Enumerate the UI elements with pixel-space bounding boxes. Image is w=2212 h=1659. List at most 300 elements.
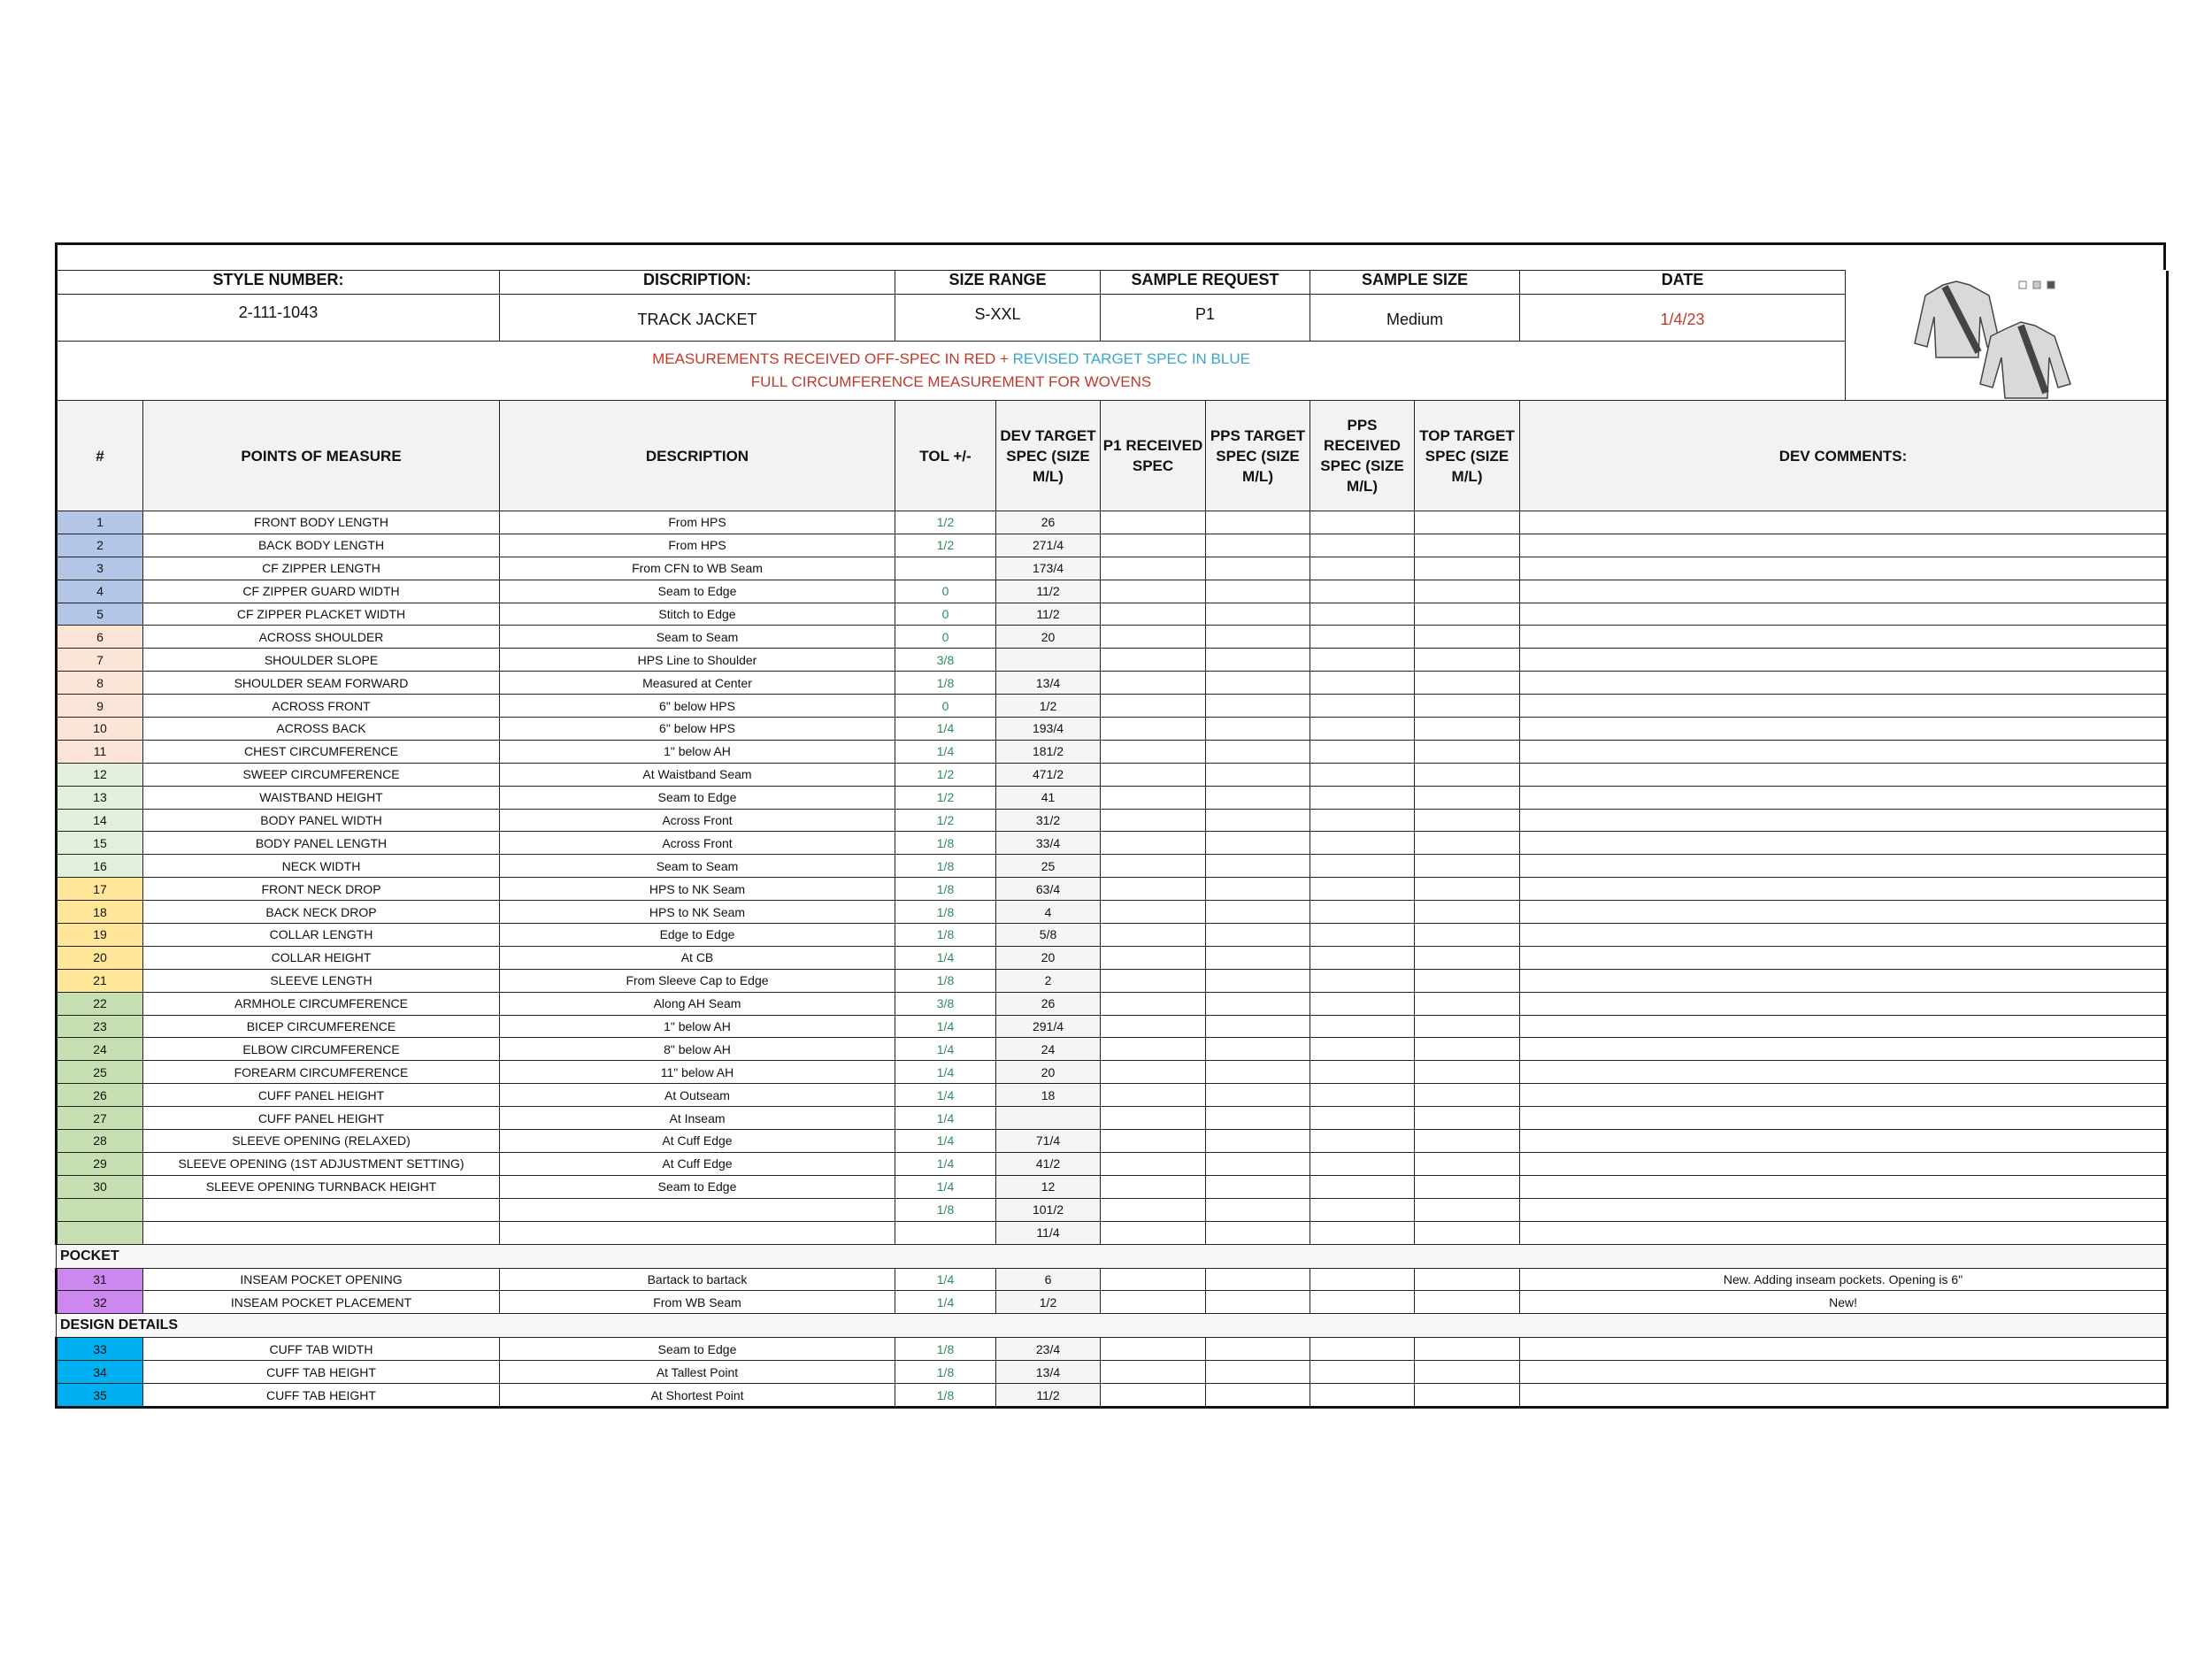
row-dev-target-spec: 11/2 — [996, 603, 1101, 626]
row-point-of-measure: SLEEVE LENGTH — [143, 969, 500, 992]
row-top-target-spec — [1415, 649, 1520, 672]
row-top-target-spec — [1415, 603, 1520, 626]
row-point-of-measure: WAISTBAND HEIGHT — [143, 786, 500, 809]
row-dev-comment — [1520, 1130, 2168, 1153]
row-top-target-spec — [1415, 1175, 1520, 1198]
row-p1-received-spec — [1101, 511, 1206, 534]
row-p1-received-spec — [1101, 832, 1206, 855]
sample-size-cell — [1310, 271, 1520, 342]
row-p1-received-spec — [1101, 557, 1206, 580]
row-tolerance: 1/4 — [895, 1130, 996, 1153]
row-number: 3 — [57, 557, 143, 580]
style-number-value: 2-111-1043 — [238, 303, 319, 321]
row-dev-target-spec: 18 — [996, 1084, 1101, 1107]
row-number: 32 — [57, 1291, 143, 1314]
row-top-target-spec — [1415, 534, 1520, 557]
row-pps-received-spec — [1310, 786, 1415, 809]
row-pps-target-spec — [1206, 718, 1310, 741]
row-dev-target-spec: 193/4 — [996, 718, 1101, 741]
row-pps-target-spec — [1206, 740, 1310, 763]
row-p1-received-spec — [1101, 1198, 1206, 1221]
row-pps-target-spec — [1206, 1221, 1310, 1244]
row-pps-received-spec — [1310, 534, 1415, 557]
row-top-target-spec — [1415, 992, 1520, 1015]
col-p1-received-spec: P1 RECEIVED SPEC — [1101, 401, 1206, 511]
row-tolerance: 0 — [895, 580, 996, 603]
row-pps-received-spec — [1310, 901, 1415, 924]
row-p1-received-spec — [1101, 969, 1206, 992]
row-dev-target-spec: 63/4 — [996, 878, 1101, 901]
table-row — [57, 786, 2168, 809]
row-dev-comment: New. Adding inseam pockets. Opening is 6" — [1520, 1268, 2168, 1291]
row-dev-target-spec: 20 — [996, 1061, 1101, 1084]
row-tolerance: 1/4 — [895, 740, 996, 763]
row-point-of-measure: CUFF PANEL HEIGHT — [143, 1107, 500, 1130]
row-dev-target-spec: 291/4 — [996, 1015, 1101, 1038]
row-pps-received-spec — [1310, 1268, 1415, 1291]
style-number-cell — [57, 271, 500, 342]
row-tolerance: 1/8 — [895, 1384, 996, 1408]
legend-blue-text: REVISED TARGET SPEC IN BLUE — [1012, 350, 1250, 367]
row-point-of-measure: CUFF TAB HEIGHT — [143, 1361, 500, 1384]
row-top-target-spec — [1415, 1130, 1520, 1153]
row-tolerance: 1/2 — [895, 511, 996, 534]
row-number: 22 — [57, 992, 143, 1015]
row-description: Bartack to bartack — [500, 1268, 895, 1291]
row-pps-target-spec — [1206, 1015, 1310, 1038]
row-pps-received-spec — [1310, 1291, 1415, 1314]
row-point-of-measure: FRONT NECK DROP — [143, 878, 500, 901]
row-number: 30 — [57, 1175, 143, 1198]
row-number: 5 — [57, 603, 143, 626]
row-number: 9 — [57, 695, 143, 718]
row-description: At Waistband Seam — [500, 763, 895, 786]
row-tolerance: 1/8 — [895, 672, 996, 695]
row-number: 7 — [57, 649, 143, 672]
row-dev-comment: New! — [1520, 1291, 2168, 1314]
row-pps-target-spec — [1206, 992, 1310, 1015]
row-description: HPS to NK Seam — [500, 878, 895, 901]
col-points-of-measure: POINTS OF MEASURE — [143, 401, 500, 511]
row-top-target-spec — [1415, 946, 1520, 969]
row-dev-target-spec: 13/4 — [996, 1361, 1101, 1384]
table-row — [57, 1107, 2168, 1130]
row-tolerance: 0 — [895, 603, 996, 626]
row-pps-received-spec — [1310, 580, 1415, 603]
row-top-target-spec — [1415, 832, 1520, 855]
row-description: 11" below AH — [500, 1061, 895, 1084]
row-tolerance: 1/2 — [895, 763, 996, 786]
row-tolerance: 0 — [895, 626, 996, 649]
table-row — [57, 969, 2168, 992]
row-pps-received-spec — [1310, 1384, 1415, 1408]
row-number: 2 — [57, 534, 143, 557]
row-dev-target-spec: 13/4 — [996, 672, 1101, 695]
row-dev-target-spec: 101/2 — [996, 1198, 1101, 1221]
row-p1-received-spec — [1101, 672, 1206, 695]
row-description: At Tallest Point — [500, 1361, 895, 1384]
row-pps-received-spec — [1310, 1015, 1415, 1038]
row-top-target-spec — [1415, 1361, 1520, 1384]
row-pps-target-spec — [1206, 1084, 1310, 1107]
row-description: Measured at Center — [500, 672, 895, 695]
col-num: # — [57, 401, 143, 511]
row-dev-target-spec: 11/2 — [996, 580, 1101, 603]
row-p1-received-spec — [1101, 740, 1206, 763]
row-p1-received-spec — [1101, 946, 1206, 969]
row-top-target-spec — [1415, 718, 1520, 741]
row-description: Along AH Seam — [500, 992, 895, 1015]
row-dev-target-spec: 11/4 — [996, 1221, 1101, 1244]
row-tolerance: 1/8 — [895, 969, 996, 992]
row-dev-comment — [1520, 534, 2168, 557]
row-top-target-spec — [1415, 511, 1520, 534]
row-p1-received-spec — [1101, 1384, 1206, 1408]
row-pps-target-spec — [1206, 580, 1310, 603]
table-row — [57, 992, 2168, 1015]
row-pps-target-spec — [1206, 1107, 1310, 1130]
row-tolerance: 1/8 — [895, 832, 996, 855]
row-number: 13 — [57, 786, 143, 809]
row-pps-received-spec — [1310, 1084, 1415, 1107]
row-description: At Cuff Edge — [500, 1130, 895, 1153]
row-dev-comment — [1520, 832, 2168, 855]
row-dev-comment — [1520, 809, 2168, 832]
row-point-of-measure: CUFF TAB HEIGHT — [143, 1384, 500, 1408]
row-top-target-spec — [1415, 695, 1520, 718]
row-dev-target-spec: 11/2 — [996, 1384, 1101, 1408]
row-tolerance: 1/4 — [895, 1107, 996, 1130]
row-tolerance: 1/2 — [895, 809, 996, 832]
row-point-of-measure: INSEAM POCKET PLACEMENT — [143, 1291, 500, 1314]
row-pps-received-spec — [1310, 511, 1415, 534]
row-top-target-spec — [1415, 626, 1520, 649]
row-dev-target-spec: 41/2 — [996, 1152, 1101, 1175]
row-point-of-measure: FRONT BODY LENGTH — [143, 511, 500, 534]
row-number: 24 — [57, 1038, 143, 1061]
row-point-of-measure: INSEAM POCKET OPENING — [143, 1268, 500, 1291]
col-dev-target-spec: DEV TARGET SPEC (SIZE M/L) — [996, 401, 1101, 511]
row-number: 1 — [57, 511, 143, 534]
row-pps-target-spec — [1206, 649, 1310, 672]
row-dev-comment — [1520, 992, 2168, 1015]
row-p1-received-spec — [1101, 626, 1206, 649]
row-description: At Inseam — [500, 1107, 895, 1130]
row-point-of-measure: NECK WIDTH — [143, 855, 500, 878]
row-dev-target-spec — [996, 1107, 1101, 1130]
table-row — [57, 1152, 2168, 1175]
table-row — [57, 1130, 2168, 1153]
row-p1-received-spec — [1101, 534, 1206, 557]
table-row — [57, 809, 2168, 832]
sample-request-value: P1 — [1195, 305, 1216, 323]
row-pps-target-spec — [1206, 1152, 1310, 1175]
row-description: From HPS — [500, 534, 895, 557]
row-point-of-measure: SWEEP CIRCUMFERENCE — [143, 763, 500, 786]
row-number: 17 — [57, 878, 143, 901]
row-point-of-measure — [143, 1221, 500, 1244]
sample-request-label: SAMPLE REQUEST — [1101, 271, 1310, 295]
row-dev-comment — [1520, 878, 2168, 901]
row-description: At CB — [500, 946, 895, 969]
row-top-target-spec — [1415, 969, 1520, 992]
legend-line2: FULL CIRCUMFERENCE MEASUREMENT FOR WOVENS — [750, 373, 1152, 390]
row-top-target-spec — [1415, 763, 1520, 786]
row-tolerance: 1/4 — [895, 1291, 996, 1314]
row-number — [57, 1198, 143, 1221]
row-dev-target-spec: 23/4 — [996, 1338, 1101, 1361]
row-pps-received-spec — [1310, 672, 1415, 695]
row-point-of-measure: ACROSS FRONT — [143, 695, 500, 718]
table-row — [57, 511, 2168, 534]
row-tolerance: 1/8 — [895, 1338, 996, 1361]
row-description: Stitch to Edge — [500, 603, 895, 626]
row-top-target-spec — [1415, 809, 1520, 832]
row-pps-received-spec — [1310, 969, 1415, 992]
row-pps-received-spec — [1310, 718, 1415, 741]
row-pps-target-spec — [1206, 969, 1310, 992]
row-dev-comment — [1520, 718, 2168, 741]
row-tolerance: 3/8 — [895, 992, 996, 1015]
row-point-of-measure: FOREARM CIRCUMFERENCE — [143, 1061, 500, 1084]
row-tolerance: 1/4 — [895, 1084, 996, 1107]
row-p1-received-spec — [1101, 924, 1206, 947]
row-dev-comment — [1520, 901, 2168, 924]
table-row — [57, 878, 2168, 901]
row-description: Seam to Edge — [500, 580, 895, 603]
row-number: 33 — [57, 1338, 143, 1361]
row-top-target-spec — [1415, 855, 1520, 878]
row-top-target-spec — [1415, 1198, 1520, 1221]
row-description: From HPS — [500, 511, 895, 534]
row-tolerance: 1/4 — [895, 1175, 996, 1198]
sample-size-label: SAMPLE SIZE — [1310, 271, 1519, 295]
row-point-of-measure: BODY PANEL WIDTH — [143, 809, 500, 832]
table-row — [57, 740, 2168, 763]
row-point-of-measure: SHOULDER SLOPE — [143, 649, 500, 672]
row-point-of-measure: CUFF PANEL HEIGHT — [143, 1084, 500, 1107]
row-pps-received-spec — [1310, 1361, 1415, 1384]
row-pps-received-spec — [1310, 649, 1415, 672]
row-dev-comment — [1520, 1221, 2168, 1244]
row-pps-target-spec — [1206, 672, 1310, 695]
row-dev-comment — [1520, 1084, 2168, 1107]
table-row — [57, 649, 2168, 672]
row-p1-received-spec — [1101, 1338, 1206, 1361]
row-tolerance: 1/2 — [895, 786, 996, 809]
row-description: 1" below AH — [500, 740, 895, 763]
col-dev-comments: DEV COMMENTS: — [1520, 401, 2168, 511]
row-dev-comment — [1520, 1015, 2168, 1038]
col-description: DESCRIPTION — [500, 401, 895, 511]
row-top-target-spec — [1415, 672, 1520, 695]
row-dev-comment — [1520, 1384, 2168, 1408]
table-row — [57, 603, 2168, 626]
row-pps-target-spec — [1206, 534, 1310, 557]
row-top-target-spec — [1415, 1338, 1520, 1361]
date-cell — [1520, 271, 1846, 342]
table-row — [57, 1198, 2168, 1221]
row-top-target-spec — [1415, 740, 1520, 763]
row-dev-comment — [1520, 740, 2168, 763]
row-dev-comment — [1520, 672, 2168, 695]
row-dev-comment — [1520, 786, 2168, 809]
row-description — [500, 1221, 895, 1244]
row-tolerance: 1/8 — [895, 1361, 996, 1384]
row-top-target-spec — [1415, 1221, 1520, 1244]
row-top-target-spec — [1415, 901, 1520, 924]
row-p1-received-spec — [1101, 1152, 1206, 1175]
row-top-target-spec — [1415, 1038, 1520, 1061]
sample-request-cell — [1101, 271, 1310, 342]
row-dev-target-spec: 26 — [996, 511, 1101, 534]
row-pps-received-spec — [1310, 626, 1415, 649]
row-dev-target-spec: 12 — [996, 1175, 1101, 1198]
row-tolerance: 1/4 — [895, 1038, 996, 1061]
row-p1-received-spec — [1101, 1038, 1206, 1061]
row-pps-target-spec — [1206, 1338, 1310, 1361]
row-point-of-measure — [143, 1198, 500, 1221]
row-number: 31 — [57, 1268, 143, 1291]
row-top-target-spec — [1415, 557, 1520, 580]
row-p1-received-spec — [1101, 1221, 1206, 1244]
row-number: 4 — [57, 580, 143, 603]
row-dev-target-spec: 33/4 — [996, 832, 1101, 855]
table-row — [57, 901, 2168, 924]
row-number: 19 — [57, 924, 143, 947]
row-number: 26 — [57, 1084, 143, 1107]
row-dev-target-spec: 1/2 — [996, 695, 1101, 718]
row-description: From CFN to WB Seam — [500, 557, 895, 580]
table-row — [57, 695, 2168, 718]
row-dev-comment — [1520, 695, 2168, 718]
row-pps-received-spec — [1310, 855, 1415, 878]
row-pps-target-spec — [1206, 626, 1310, 649]
row-number: 25 — [57, 1061, 143, 1084]
row-p1-received-spec — [1101, 718, 1206, 741]
row-pps-received-spec — [1310, 695, 1415, 718]
description-value: TRACK JACKET — [637, 311, 757, 328]
row-pps-target-spec — [1206, 1361, 1310, 1384]
table-row — [57, 1175, 2168, 1198]
row-point-of-measure: CUFF TAB WIDTH — [143, 1338, 500, 1361]
table-row — [57, 580, 2168, 603]
row-pps-target-spec — [1206, 1175, 1310, 1198]
row-pps-received-spec — [1310, 603, 1415, 626]
row-number: 35 — [57, 1384, 143, 1408]
size-range-cell — [895, 271, 1101, 342]
row-pps-received-spec — [1310, 878, 1415, 901]
date-value: 1/4/23 — [1660, 311, 1705, 328]
row-p1-received-spec — [1101, 1175, 1206, 1198]
row-description: At Cuff Edge — [500, 1152, 895, 1175]
row-dev-target-spec — [996, 649, 1101, 672]
row-pps-target-spec — [1206, 946, 1310, 969]
row-pps-target-spec — [1206, 809, 1310, 832]
row-pps-target-spec — [1206, 786, 1310, 809]
table-row — [57, 1268, 2168, 1291]
table-row — [57, 672, 2168, 695]
table-row — [57, 763, 2168, 786]
row-description: From Sleeve Cap to Edge — [500, 969, 895, 992]
row-pps-received-spec — [1310, 1198, 1415, 1221]
row-pps-received-spec — [1310, 740, 1415, 763]
table-row — [57, 626, 2168, 649]
row-dev-comment — [1520, 1107, 2168, 1130]
row-dev-comment — [1520, 580, 2168, 603]
row-point-of-measure: CF ZIPPER LENGTH — [143, 557, 500, 580]
row-description: HPS to NK Seam — [500, 901, 895, 924]
row-top-target-spec — [1415, 1061, 1520, 1084]
row-description: Seam to Seam — [500, 626, 895, 649]
row-tolerance: 1/4 — [895, 1061, 996, 1084]
row-pps-target-spec — [1206, 901, 1310, 924]
spec-table — [55, 270, 2169, 1409]
row-p1-received-spec — [1101, 580, 1206, 603]
row-number: 12 — [57, 763, 143, 786]
row-number — [57, 1221, 143, 1244]
row-point-of-measure: BICEP CIRCUMFERENCE — [143, 1015, 500, 1038]
row-pps-target-spec — [1206, 603, 1310, 626]
description-cell — [500, 271, 895, 342]
row-pps-received-spec — [1310, 557, 1415, 580]
row-dev-target-spec: 173/4 — [996, 557, 1101, 580]
table-row — [57, 718, 2168, 741]
row-pps-received-spec — [1310, 809, 1415, 832]
table-row — [57, 534, 2168, 557]
row-point-of-measure: SHOULDER SEAM FORWARD — [143, 672, 500, 695]
row-pps-received-spec — [1310, 1061, 1415, 1084]
row-pps-target-spec — [1206, 511, 1310, 534]
row-description: 6" below HPS — [500, 695, 895, 718]
row-number: 10 — [57, 718, 143, 741]
row-dev-comment — [1520, 649, 2168, 672]
row-p1-received-spec — [1101, 878, 1206, 901]
row-number: 27 — [57, 1107, 143, 1130]
row-top-target-spec — [1415, 580, 1520, 603]
row-top-target-spec — [1415, 1107, 1520, 1130]
table-row — [57, 1015, 2168, 1038]
row-dev-target-spec: 471/2 — [996, 763, 1101, 786]
row-description: Seam to Edge — [500, 1338, 895, 1361]
table-row — [57, 832, 2168, 855]
spec-legend — [57, 342, 1846, 401]
row-pps-target-spec — [1206, 878, 1310, 901]
col-top-target-spec: TOP TARGET SPEC (SIZE M/L) — [1415, 401, 1520, 511]
row-description: Across Front — [500, 832, 895, 855]
row-pps-target-spec — [1206, 1038, 1310, 1061]
table-row — [57, 1338, 2168, 1361]
row-number: 21 — [57, 969, 143, 992]
row-pps-target-spec — [1206, 855, 1310, 878]
row-tolerance — [895, 1221, 996, 1244]
table-row — [57, 1384, 2168, 1408]
row-dev-comment — [1520, 1338, 2168, 1361]
row-dev-target-spec: 6 — [996, 1268, 1101, 1291]
row-number: 20 — [57, 946, 143, 969]
row-dev-comment — [1520, 511, 2168, 534]
row-p1-received-spec — [1101, 1061, 1206, 1084]
row-pps-received-spec — [1310, 763, 1415, 786]
row-tolerance: 1/4 — [895, 1152, 996, 1175]
row-dev-comment — [1520, 946, 2168, 969]
row-pps-received-spec — [1310, 1107, 1415, 1130]
row-number: 29 — [57, 1152, 143, 1175]
row-point-of-measure: CF ZIPPER GUARD WIDTH — [143, 580, 500, 603]
row-number: 8 — [57, 672, 143, 695]
table-row — [57, 1221, 2168, 1244]
date-label: DATE — [1520, 271, 1845, 295]
